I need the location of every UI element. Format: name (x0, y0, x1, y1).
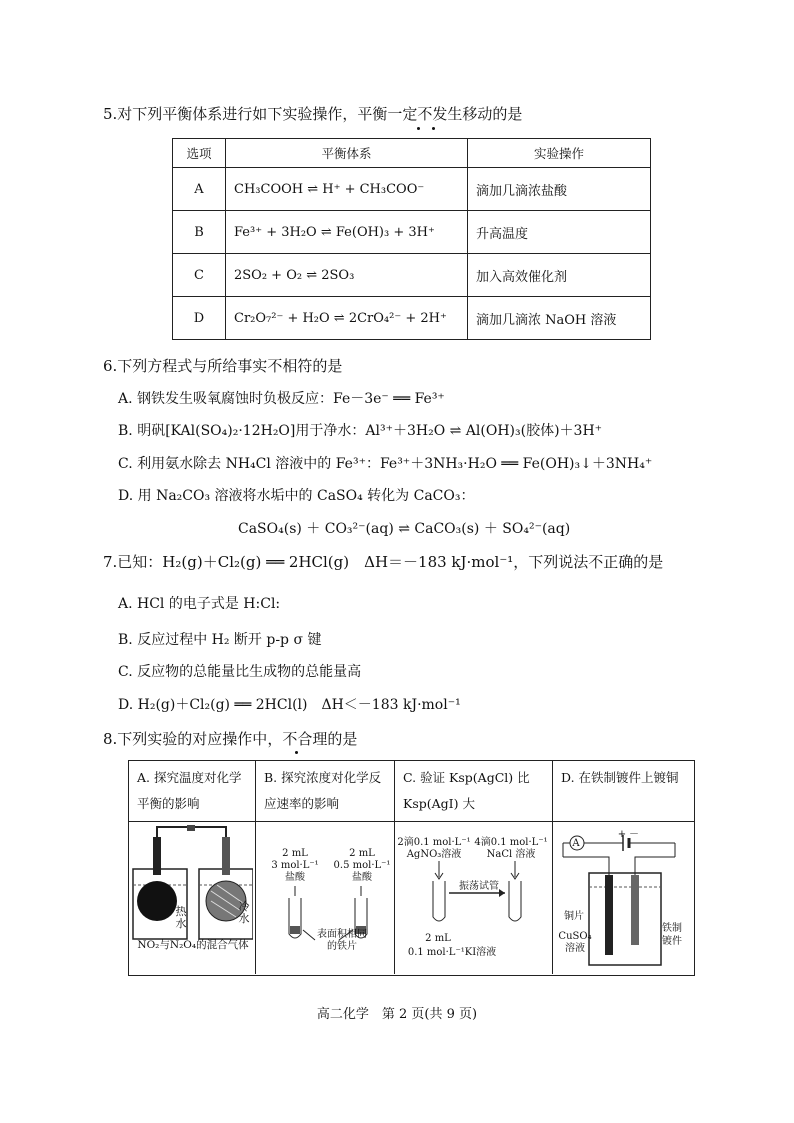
q7-option-a: A. HCl 的电子式是 H:Cl: (118, 596, 281, 612)
table-row (173, 297, 651, 340)
q6-stem: 6.下列方程式与所给事实不相符的是 (103, 357, 343, 375)
cuso4-label-1: CuSO₄ (558, 931, 592, 942)
q8-c-title: C. 验证 Ksp(AgCl) 比 Ksp(AgI) 大 (403, 770, 530, 811)
row-option: B (173, 211, 226, 254)
c-left-label-2: AgNO₃溶液 (406, 849, 462, 860)
row-operation: 滴加几滴浓盐酸 (468, 168, 651, 211)
iron-plate-label-1: 铁制 (662, 923, 682, 934)
plus-sign: + (617, 829, 627, 840)
b-right-volume: 2 mL (349, 848, 375, 859)
table-row (173, 168, 651, 211)
minus-sign: － (629, 829, 639, 840)
cuso4-label-2: 溶液 (565, 943, 585, 954)
c-bottom-label-2: 0.1 mol·L⁻¹KI溶液 (407, 947, 497, 958)
row-system: Fe³⁺ + 3H₂O ⇌ Fe(OH)₃ + 3H⁺ (226, 211, 468, 254)
table-row (173, 211, 651, 254)
q8-stem: 8.下列实验的对应操作中，不合理的是 (103, 730, 358, 748)
q6-option-b: B. 明矾[KAl(SO₄)₂·12H₂O]用于净水：Al³⁺＋3H₂O ⇌ Al(OH)₃(胶体)＋3H⁺ (118, 423, 603, 439)
row-option: A (173, 168, 226, 211)
b-left-volume: 2 mL (282, 848, 308, 859)
b-left-acid: 盐酸 (285, 872, 305, 883)
emphasis-dot (417, 127, 420, 130)
b-right-acid: 盐酸 (352, 872, 372, 883)
b-right-concentration: 0.5 mol·L⁻¹ (333, 860, 391, 871)
header-option: 选项 (173, 139, 226, 168)
row-system: 2SO₂ + O₂ ⇌ 2SO₃ (226, 254, 468, 297)
emphasis-dot (295, 751, 298, 754)
row-operation: 升高温度 (468, 211, 651, 254)
q8-a-title: A. 探究温度对化学平衡的影响 (137, 770, 242, 811)
c-arrow-label: 振荡试管 (459, 881, 499, 892)
c-test-tubes (409, 861, 549, 931)
row-system: Cr₂O₇²⁻ + H₂O ⇌ 2CrO₄²⁻ + 2H⁺ (226, 297, 468, 340)
c-right-label-2: NaCl 溶液 (486, 849, 536, 860)
q6-option-d: D. 用 Na₂CO₃ 溶液将水垢中的 CaSO₄ 转化为 CaCO₃： (118, 488, 475, 504)
hot-water-label: 热水 (175, 905, 187, 930)
row-operation: 加入高效催化剂 (468, 254, 651, 297)
emphasis-dot (432, 127, 435, 130)
q8-d-title: D. 在铁制镀件上镀铜 (561, 770, 679, 785)
q7-option-d: D. H₂(g)＋Cl₂(g) ══ 2HCl(l) ΔH＜－183 kJ·mol⁻¹ (118, 697, 461, 713)
b-left-concentration: 3 mol·L⁻¹ (271, 860, 319, 871)
q8-experiment-table (128, 760, 695, 976)
q5-stem: 5.对下列平衡体系进行如下实验操作，平衡一定不发生移动的是 (103, 105, 523, 123)
table-row (173, 254, 651, 297)
page-footer: 高二化学 第 2 页(共 9 页) (316, 1007, 478, 1022)
q7-stem: 7.已知：H₂(g)＋Cl₂(g) ══ 2HCl(g) ΔH＝－183 kJ·mol⁻¹，下列说法不正确的是 (103, 553, 664, 571)
q8-b-title: B. 探究浓度对化学反应速率的影响 (264, 770, 382, 811)
q7-option-c: C. 反应物的总能量比生成物的总能量高 (118, 664, 362, 680)
q8-a-caption: NO₂与N₂O₄的混合气体 (137, 939, 249, 951)
copper-sheet-label: 铜片 (564, 911, 584, 922)
b-caption: 表面积相同的铁片 (317, 929, 367, 952)
iron-plate-label-2: 镀件 (662, 936, 682, 947)
q6-option-a: A. 钢铁发生吸氧腐蚀时负极反应：Fe－3e⁻ ══ Fe³⁺ (118, 391, 445, 407)
header-system: 平衡体系 (226, 139, 468, 168)
cold-water-label: 冷水 (238, 900, 250, 925)
row-system: CH₃COOH ⇌ H⁺ + CH₃COO⁻ (226, 168, 468, 211)
q6-option-c: C. 利用氨水除去 NH₄Cl 溶液中的 Fe³⁺：Fe³⁺＋3NH₃·H₂O ══ Fe(OH)₃↓＋3NH₄⁺ (118, 456, 653, 472)
c-right-label-1: 4滴0.1 mol·L⁻¹ (474, 837, 548, 848)
q7-option-b: B. 反应过程中 H₂ 断开 p-p σ 键 (118, 632, 322, 648)
c-bottom-label-1: 2 mL (425, 933, 451, 944)
row-option: D (173, 297, 226, 340)
row-operation: 滴加几滴浓 NaOH 溶液 (468, 297, 651, 340)
c-left-label-1: 2滴0.1 mol·L⁻¹ (397, 837, 471, 848)
header-operation: 实验操作 (468, 139, 651, 168)
row-option: C (173, 254, 226, 297)
q5-table (172, 138, 651, 340)
q6-option-d-equation: CaSO₄(s) ＋ CO₃²⁻(aq) ⇌ CaCO₃(s) ＋ SO₄²⁻(aq) (238, 521, 571, 537)
ammeter-symbol: A (572, 838, 580, 849)
